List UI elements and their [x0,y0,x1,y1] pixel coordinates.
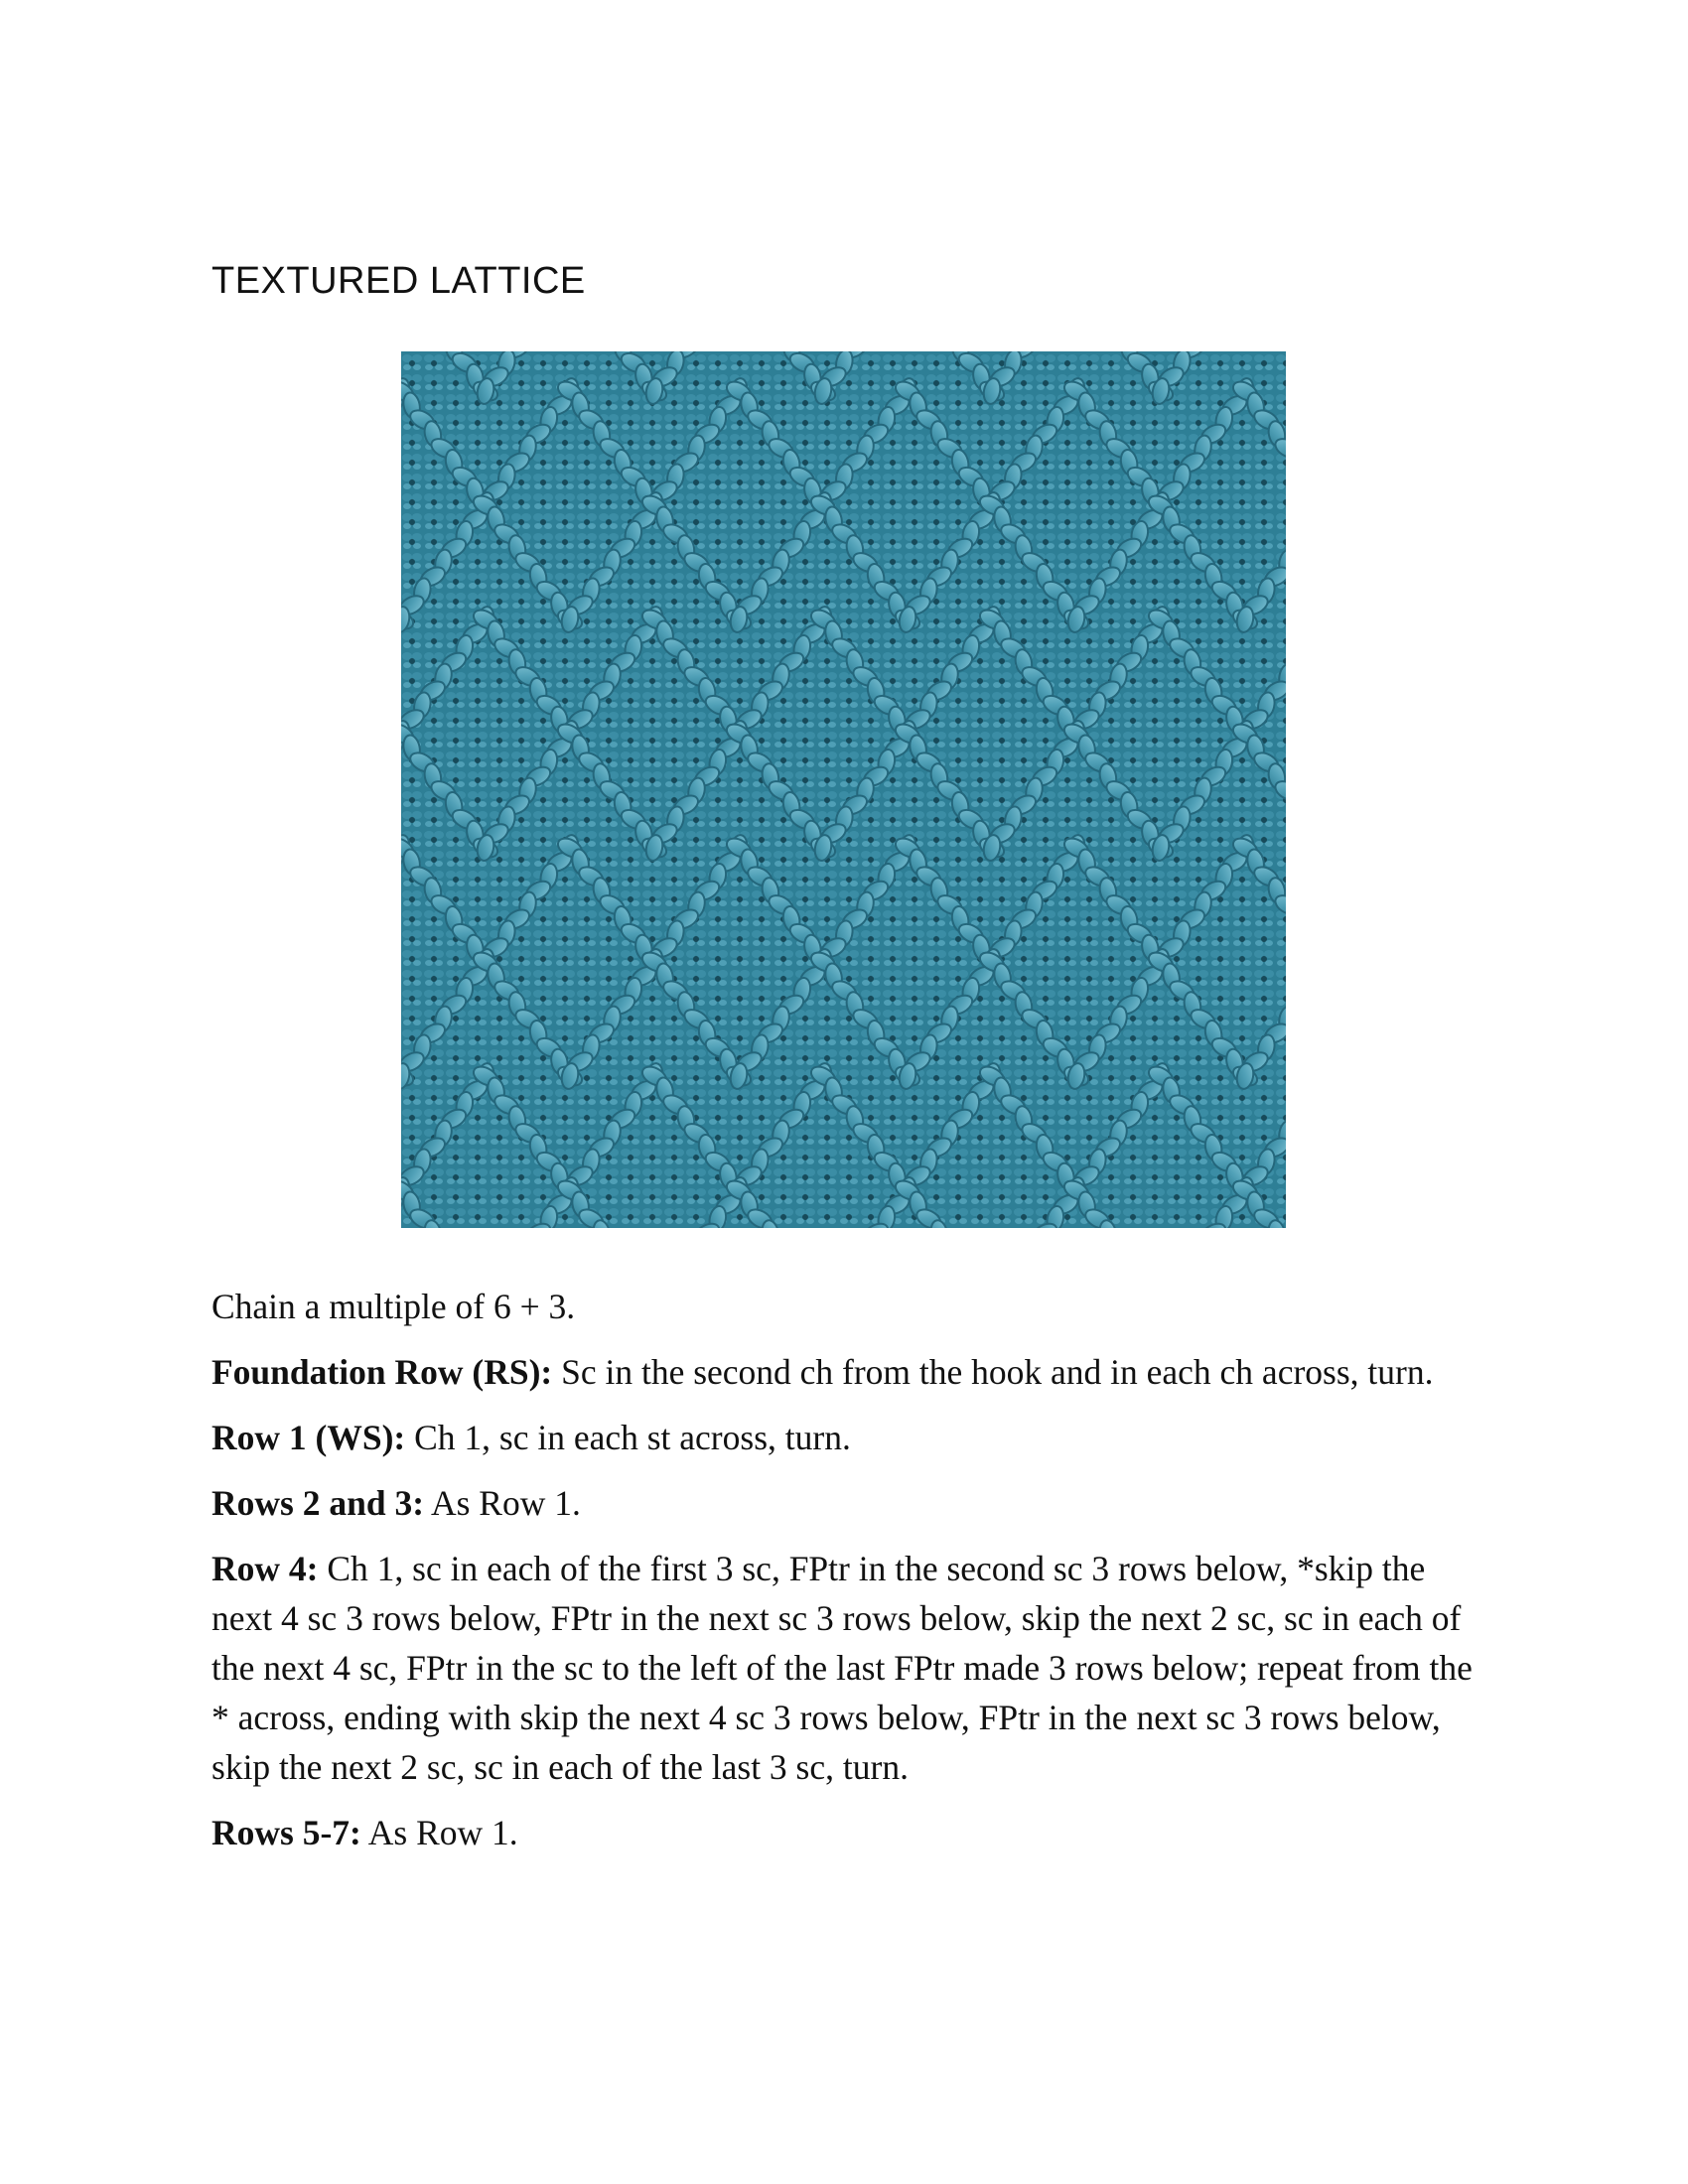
row-text: As Row 1. [360,1813,518,1852]
instruction-rows-5-7 [211,1808,1492,1857]
instruction-row-1 [211,1413,1492,1462]
row-label: Foundation Row (RS): [211,1352,553,1392]
row-text: Sc in the second ch from the hook and in each ch across, turn. [552,1352,1434,1392]
row-label: Row 1 (WS): [211,1418,406,1457]
textured-lattice-swatch-image [401,351,1286,1228]
instruction-row-4 [211,1544,1492,1792]
crochet-swatch-photo [401,351,1286,1228]
instruction-foundation-row [211,1347,1492,1397]
row-text: Ch 1, sc in each of the first 3 sc, FPtr in the second sc 3 rows below, *skip the next 4 sc 3 rows below, FPtr in the next sc 3 rows below, skip the next 2 sc, sc in each of the next 4 sc, FPtr in the sc to the left of the last FPtr made 3 rows below; repeat from the * across, ending with skip the next 4 sc 3 rows below, FPtr in the next sc 3 rows below, skip the next 2 sc, sc in each of the last 3 sc, turn. [211,1549,1473,1787]
row-label: Rows 5-7: [211,1813,361,1852]
page-title: TEXTURED LATTICE [211,260,586,302]
row-text: As Row 1. [424,1483,581,1523]
row-label: Rows 2 and 3: [211,1483,425,1523]
row-text: Ch 1, sc in each st across, turn. [405,1418,851,1457]
intro-paragraph: Chain a multiple of 6 + 3. [211,1287,576,1326]
instruction-rows-2-3 [211,1478,1492,1528]
pattern-instructions [211,1282,1492,1873]
row-label: Row 4: [211,1549,319,1588]
